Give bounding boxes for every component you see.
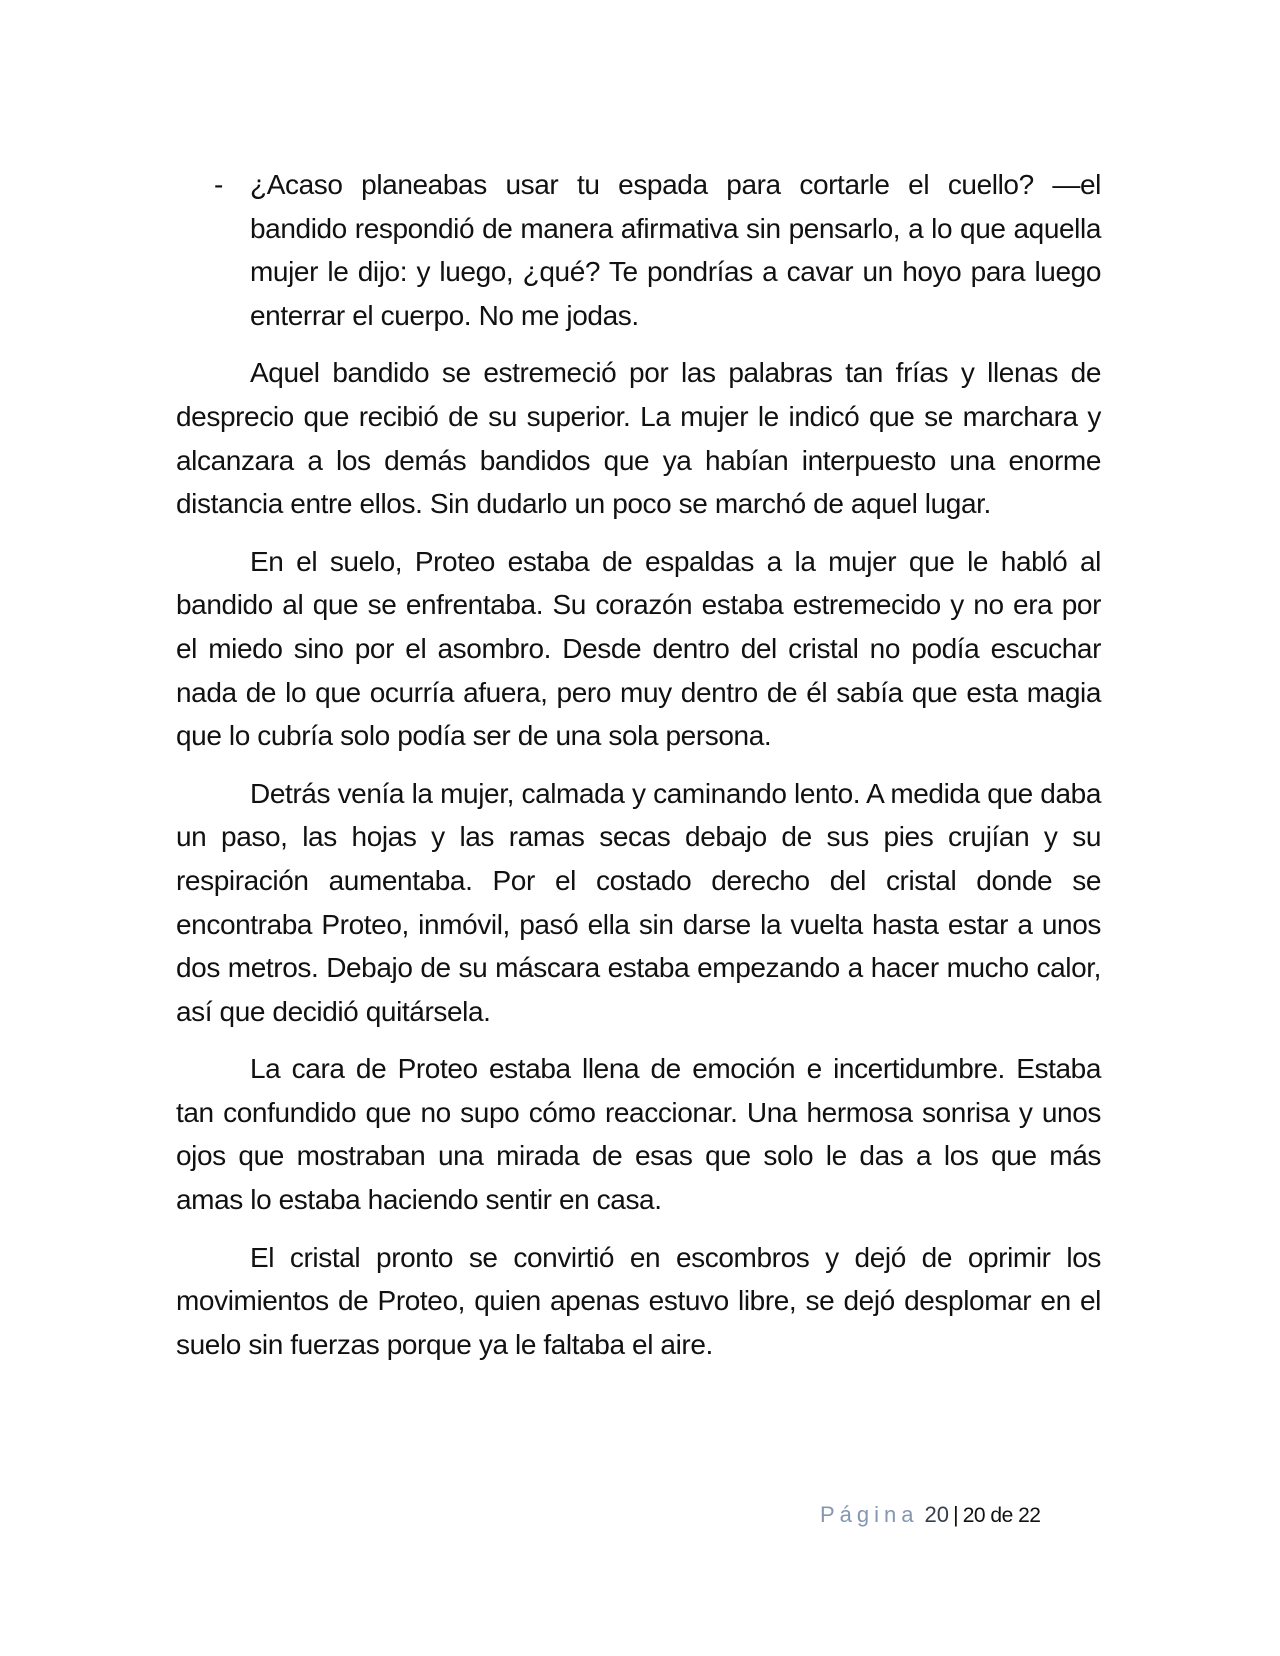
dialog-line bbox=[176, 163, 1101, 337]
page-label: Página bbox=[820, 1502, 919, 1527]
page-number: 20 bbox=[924, 1502, 949, 1527]
paragraph-2: En el suelo, Proteo estaba de espaldas a la mujer que le habló al bandido al que se enfrentaba. Su corazón estaba estremecido y no era por el miedo sino por el asombro. Desde dentro del cristal no podía escuchar nada de lo que ocurría afuera, pero muy dentro de él sabía que esta magia que lo cubría solo podía ser de una sola persona. bbox=[176, 545, 1101, 752]
page-footer bbox=[820, 1502, 1040, 1528]
paragraph-4: La cara de Proteo estaba llena de emoción e incertidumbre. Estaba tan confundido que no supo cómo reaccionar. Una hermosa sonrisa y unos ojos que mostraban una mirada de esas que solo le das a los que más amas lo estaba haciendo sentir en casa. bbox=[176, 1053, 1101, 1216]
dialog-text: ¿Acaso planeabas usar tu espada para cortarle el cuello? —el bandido respondió de manera afirmativa sin pensarlo, a lo que aquella mujer le dijo: y luego, ¿qué? Te pondrías a cavar un hoyo para luego enterrar el cuerpo. No me jodas. bbox=[250, 169, 1101, 331]
dialog-dash: - bbox=[214, 169, 223, 200]
paragraph-3: Detrás venía la mujer, calmada y caminando lento. A medida que daba un paso, las hojas y las ramas secas debajo de sus pies crujían y su respiración aumentaba. Por el costado derecho del cristal donde se encontraba Proteo, inmóvil, pasó ella sin darse la vuelta hasta estar a unos dos metros. Debajo de su máscara estaba empezando a hacer mucho calor, así que decidió quitársela. bbox=[176, 777, 1101, 1027]
footer-separator: | bbox=[953, 1502, 959, 1527]
paragraph-1: Aquel bandido se estremeció por las palabras tan frías y llenas de desprecio que recibió de su superior. La mujer le indicó que se marchara y alcanzara a los demás bandidos que ya habían interpuesto una enorme distancia entre ellos. Sin dudarlo un poco se marchó de aquel lugar. bbox=[176, 357, 1101, 520]
document-page bbox=[176, 163, 1101, 1380]
page-count: 20 de 22 bbox=[962, 1504, 1041, 1527]
paragraph-5: El cristal pronto se convirtió en escombros y dejó de oprimir los movimientos de Proteo, quien apenas estuvo libre, se dejó desplomar en el suelo sin fuerzas porque ya le faltaba el aire. bbox=[176, 1241, 1101, 1360]
